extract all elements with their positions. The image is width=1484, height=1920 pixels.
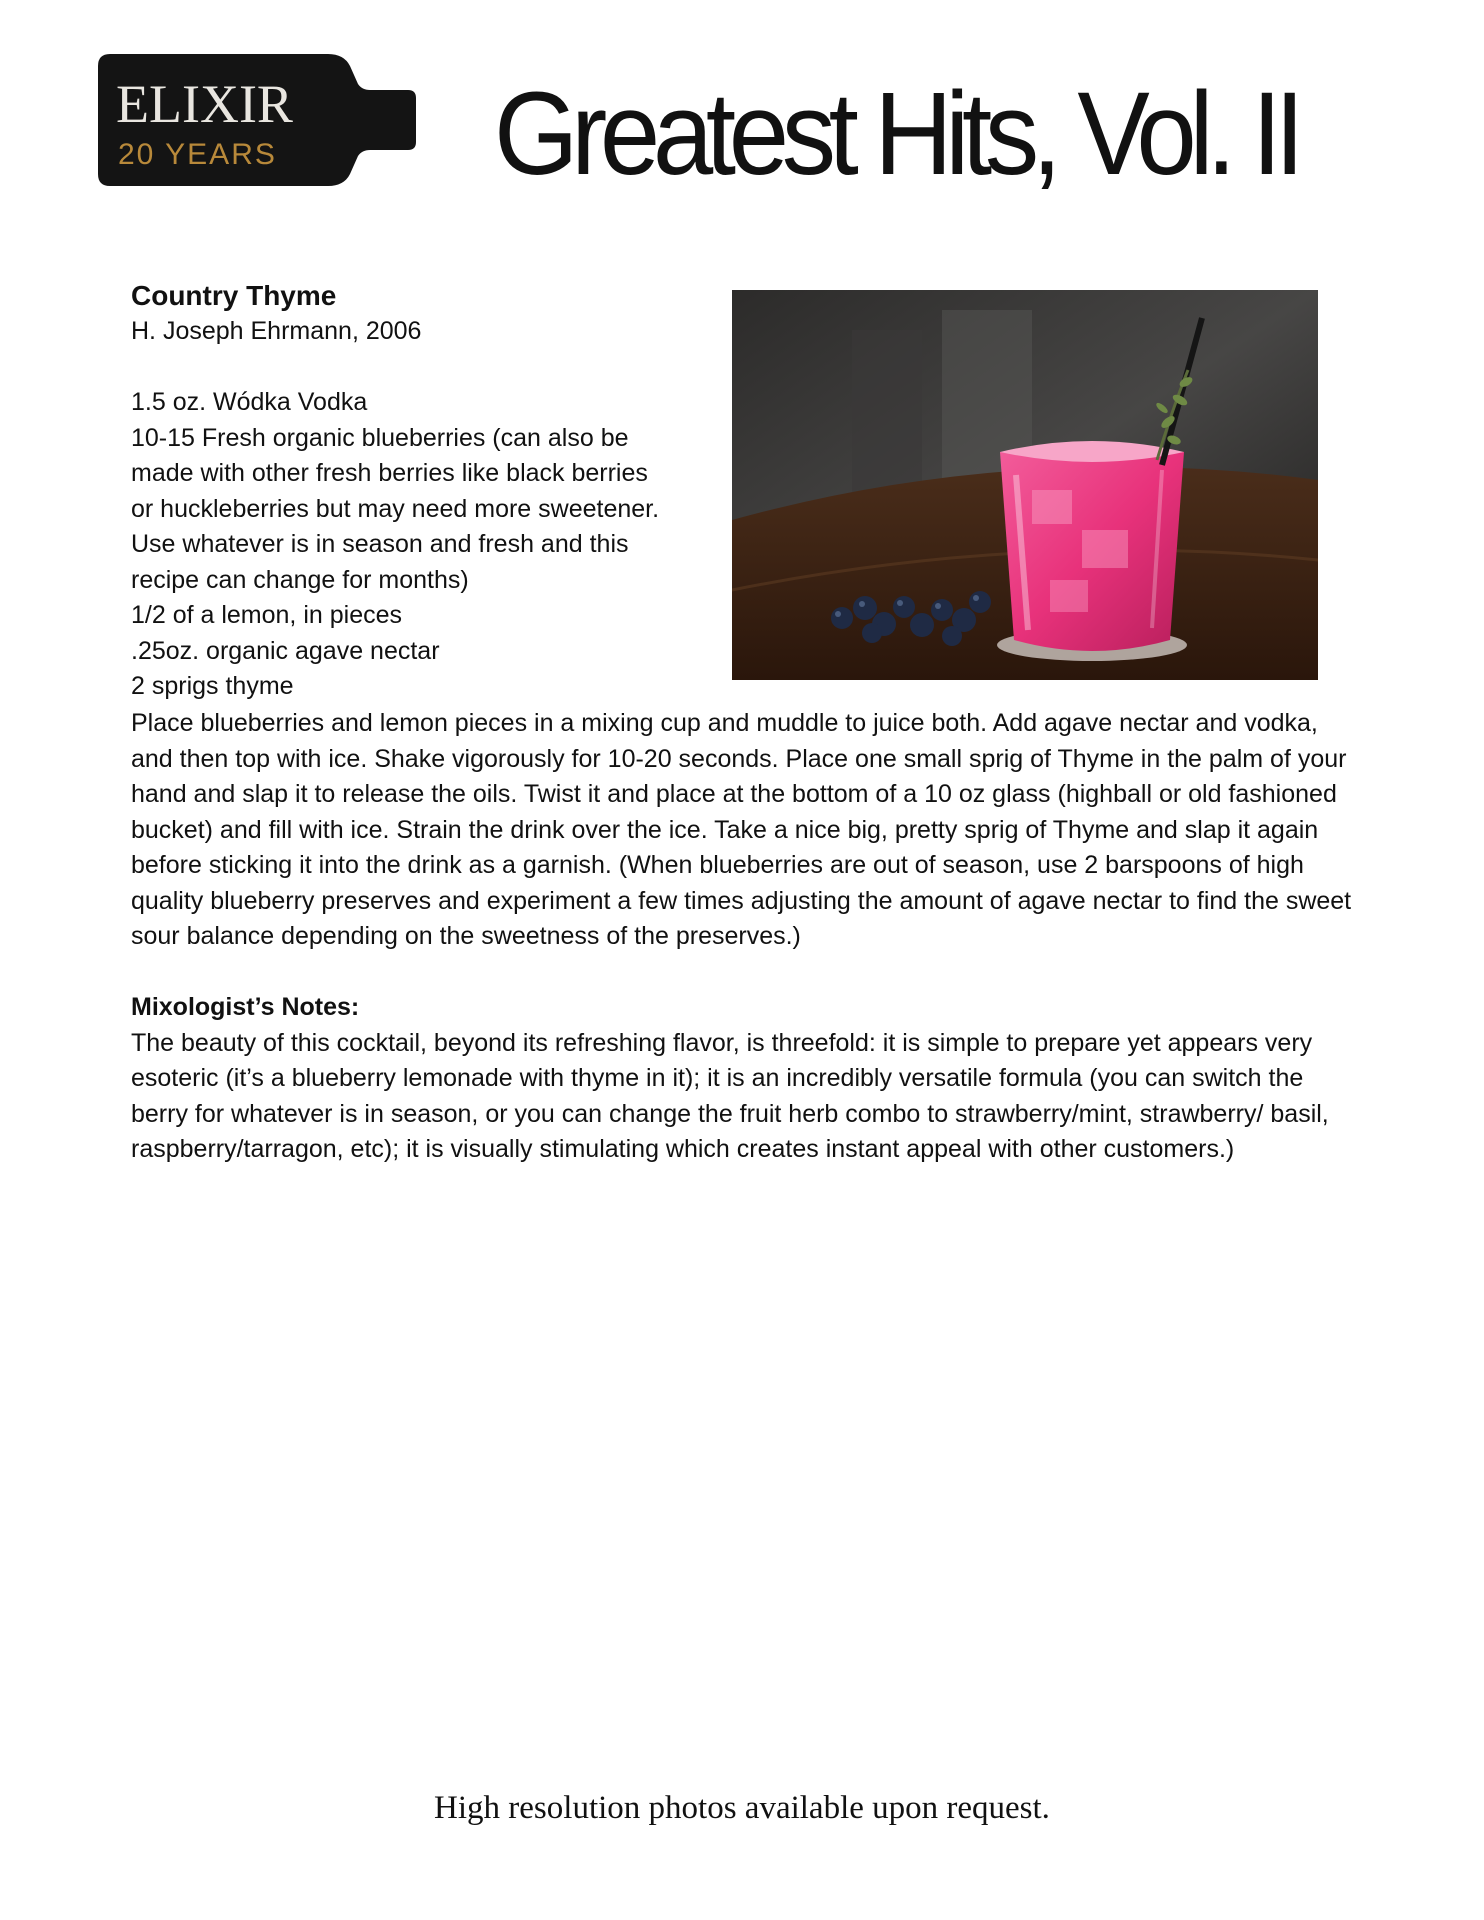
ingredient-line: Use whatever is in season and fresh and this xyxy=(131,530,629,558)
ingredient-list xyxy=(131,385,711,705)
cocktail-photo xyxy=(732,290,1318,680)
cocktail-photo-illustration xyxy=(732,290,1318,680)
author-line: H. Joseph Ehrmann, 2006 xyxy=(131,317,422,345)
ingredient-line: 2 sprigs thyme xyxy=(131,672,294,700)
notes-heading: Mixologist’s Notes: xyxy=(131,993,360,1021)
notes-paragraph: The beauty of this cocktail, beyond its refreshing flavor, is threefold: it is simple to prepare yet appears very esoteric (it’s a blueberry lemonade with thyme in it); it is an incredibly versatile formula (you can switch the berry for whatever is in season, or you can change the fruit herb combo to strawberry/mint, strawberry/ basil, raspberry/tarragon, etc); it is visually stimulating which creates instant appeal with other customers.) xyxy=(131,1028,1329,1163)
ingredient-line: recipe can change for months) xyxy=(131,565,469,594)
logo-brand-text: ELIXIR xyxy=(116,74,293,134)
bottle-logo-graphic xyxy=(96,52,420,188)
ingredient-line: or huckleberries but may need more sweetener. xyxy=(131,494,660,523)
footer-note: High resolution photos available upon request. xyxy=(434,1790,1050,1826)
recipe-name: Country Thyme xyxy=(131,280,337,311)
recipe-header-block xyxy=(131,278,1361,706)
elixir-logo xyxy=(96,52,420,188)
ingredient-line: 1.5 oz. Wódka Vodka xyxy=(131,388,368,416)
method-paragraph: Place blueberries and lemon pieces in a mixing cup and muddle to juice both. Add agave nectar and vodka, and then top with ice. Shake vigorously for 10-20 seconds. Place one small sprig of Thyme in the palm of your hand and slap it to release the oils. Twist it and place at the bottom of a 10 oz glass (highball or old fashioned bucket) and fill with ice. Strain the drink over the ice. Take a nice big, pretty sprig of Thyme and slap it again before sticking it into the drink as a garnish. (When blueberries are out of season, use 2 barspoons of high quality blueberry preserves and experiment a few times adjusting the amount of agave nectar to find the sweet sour balance depending on the sweetness of the preserves.) xyxy=(131,709,1352,950)
ingredient-line: 1/2 of a lemon, in pieces xyxy=(131,601,402,629)
ingredient-line: .25oz. organic agave nectar xyxy=(131,636,440,665)
ingredients-column xyxy=(131,278,711,705)
ingredient-line: 10-15 Fresh organic blueberries (can also be xyxy=(131,423,629,452)
logo-tagline-text: 20 YEARS xyxy=(118,138,277,171)
page-title: Greatest Hits, Vol. II xyxy=(494,68,1298,200)
recipe-section xyxy=(131,278,1361,1168)
ingredient-line: made with other fresh berries like black berries xyxy=(131,459,648,487)
